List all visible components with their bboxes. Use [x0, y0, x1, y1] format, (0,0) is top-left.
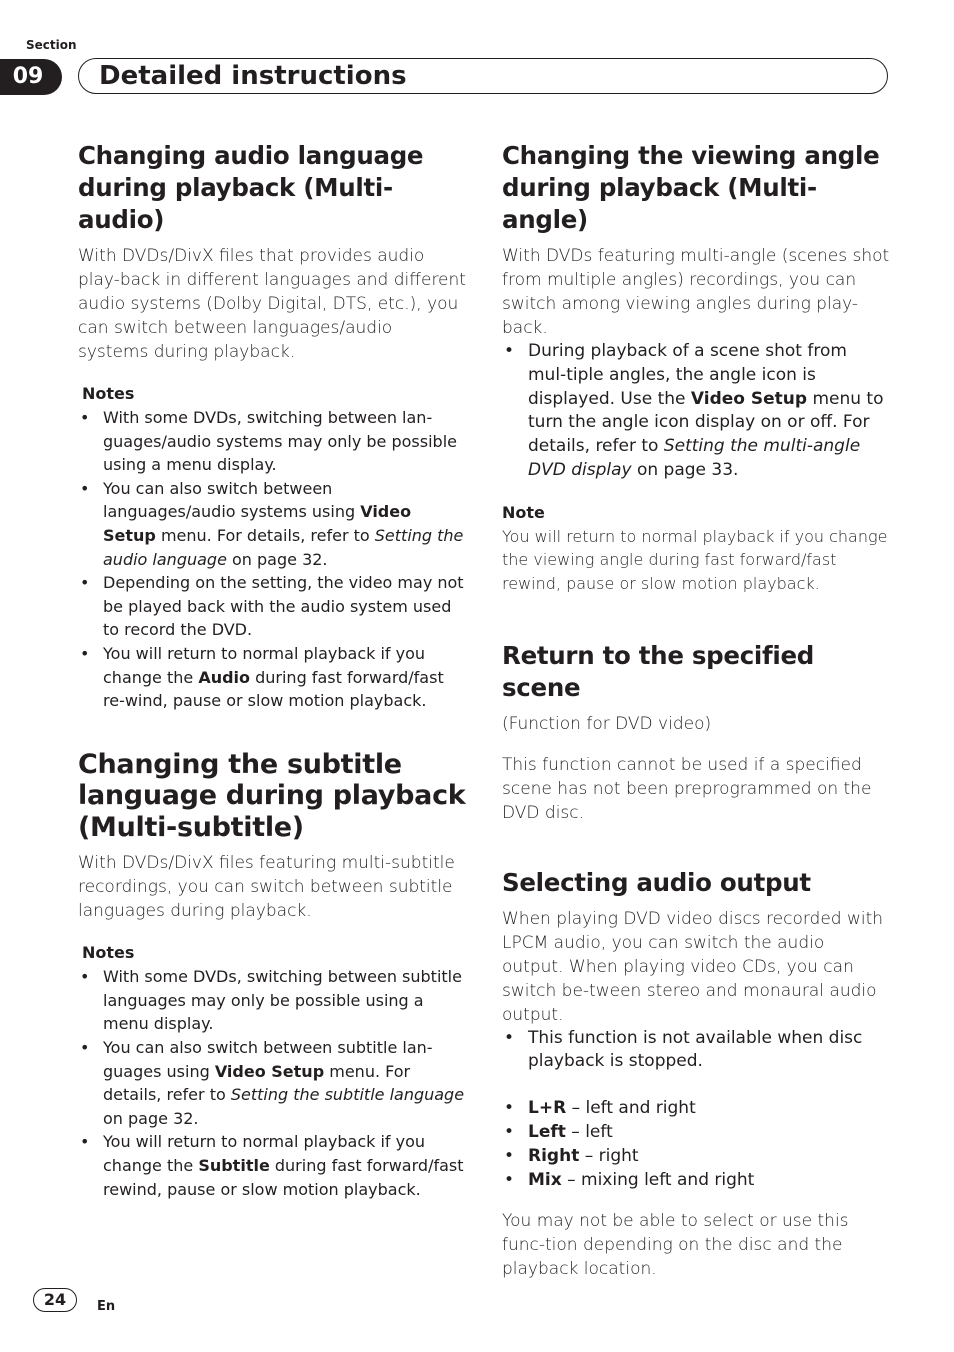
- list-item: • You can also switch between languages/audio systems using Video Setup menu. For details, refer to Setting the audio language on page 32.: [78, 477, 466, 571]
- list-item: • Right – right: [502, 1145, 890, 1169]
- section-number-badge: 09: [0, 59, 62, 95]
- notes-heading-audio: Notes: [82, 384, 135, 403]
- angle-bullet-list: [502, 340, 890, 483]
- list-item: • During playback of a scene shot from mul-tiple angles, the angle icon is displayed. Use the Video Setup menu to turn the angle icon display on or off. For details, refer to Setting the multi-angle DVD display on page 33.: [502, 340, 890, 483]
- return-scene-sub: (Function for DVD video): [502, 713, 712, 734]
- audio-output-bullet: [502, 1027, 890, 1075]
- notes-list-audio: [78, 406, 466, 713]
- list-item: • With some DVDs, switching between lan-guages/audio systems may only be possible using a menu display.: [78, 406, 466, 477]
- section-title: Detailed instructions: [78, 58, 888, 94]
- multi-audio-body: With DVDs/DivX files that provides audio play-back in different languages and different audio systems (Dolby Digital, DTS, etc.), you can switch between languages/audio systems during playback.: [78, 246, 466, 362]
- list-item: • You will return to normal playback if you change the Audio during fast forward/fast re-wind, pause or slow motion playback.: [78, 642, 466, 713]
- heading-multi-angle: Changing the viewing angle during playback (Multi-angle): [502, 141, 880, 234]
- list-item: • Mix – mixing left and right: [502, 1169, 890, 1193]
- notes-heading-subtitle: Notes: [82, 943, 135, 963]
- note-heading-angle: Note: [502, 502, 545, 522]
- audio-output-body: When playing DVD video discs recorded with LPCM audio, you can switch the audio output. When playing video CDs, you can switch be-tween stereo and monaural audio output.: [502, 908, 884, 1025]
- page-number: 24: [33, 1288, 77, 1312]
- list-item: • L+R – left and right: [502, 1097, 890, 1121]
- list-item: • Depending on the setting, the video may not be played back with the audio system used to record the DVD.: [78, 571, 466, 642]
- list-item: • Left – left: [502, 1121, 890, 1145]
- multi-subtitle-body: With DVDs/DivX files featuring multi-subtitle recordings, you can switch between subtitle languages during playback.: [78, 853, 455, 922]
- section-label: Section: [26, 38, 77, 52]
- notes-list-subtitle: [78, 965, 466, 1201]
- left-column: [78, 140, 466, 1201]
- audio-output-options: [502, 1097, 890, 1192]
- heading-return-scene: Return to the specified scene: [502, 640, 815, 702]
- multi-angle-body: With DVDs featuring multi-angle (scenes shot from multiple angles) recordings, you can switch among viewing angles during play-back.: [502, 246, 890, 338]
- list-item: • This function is not available when disc playback is stopped.: [502, 1027, 890, 1075]
- list-item: • You will return to normal playback if you change the Subtitle during fast forward/fast rewind, pause or slow motion playback.: [78, 1130, 466, 1201]
- list-item: • You can also switch between subtitle lan-guages using Video Setup menu. For details, refer to Setting the subtitle language on page 32.: [78, 1036, 466, 1130]
- right-column: [502, 140, 890, 1281]
- return-scene-body: This function cannot be used if a specified scene has not been preprogrammed on the DVD disc.: [502, 754, 872, 823]
- audio-output-footer: You may not be able to select or use this func-tion depending on the disc and the playback location.: [502, 1211, 849, 1280]
- angle-note-body: You will return to normal playback if you change the viewing angle during fast forward/fast rewind, pause or slow motion playback.: [502, 526, 888, 593]
- heading-multi-audio: Changing audio language during playback (Multi-audio): [78, 141, 424, 234]
- heading-multi-subtitle: Changing the subtitle language during playback (Multi-subtitle): [78, 748, 466, 843]
- heading-audio-output: Selecting audio output: [502, 867, 811, 897]
- language-code: En: [97, 1299, 116, 1314]
- list-item: • With some DVDs, switching between subtitle languages may only be possible using a menu display.: [78, 965, 466, 1036]
